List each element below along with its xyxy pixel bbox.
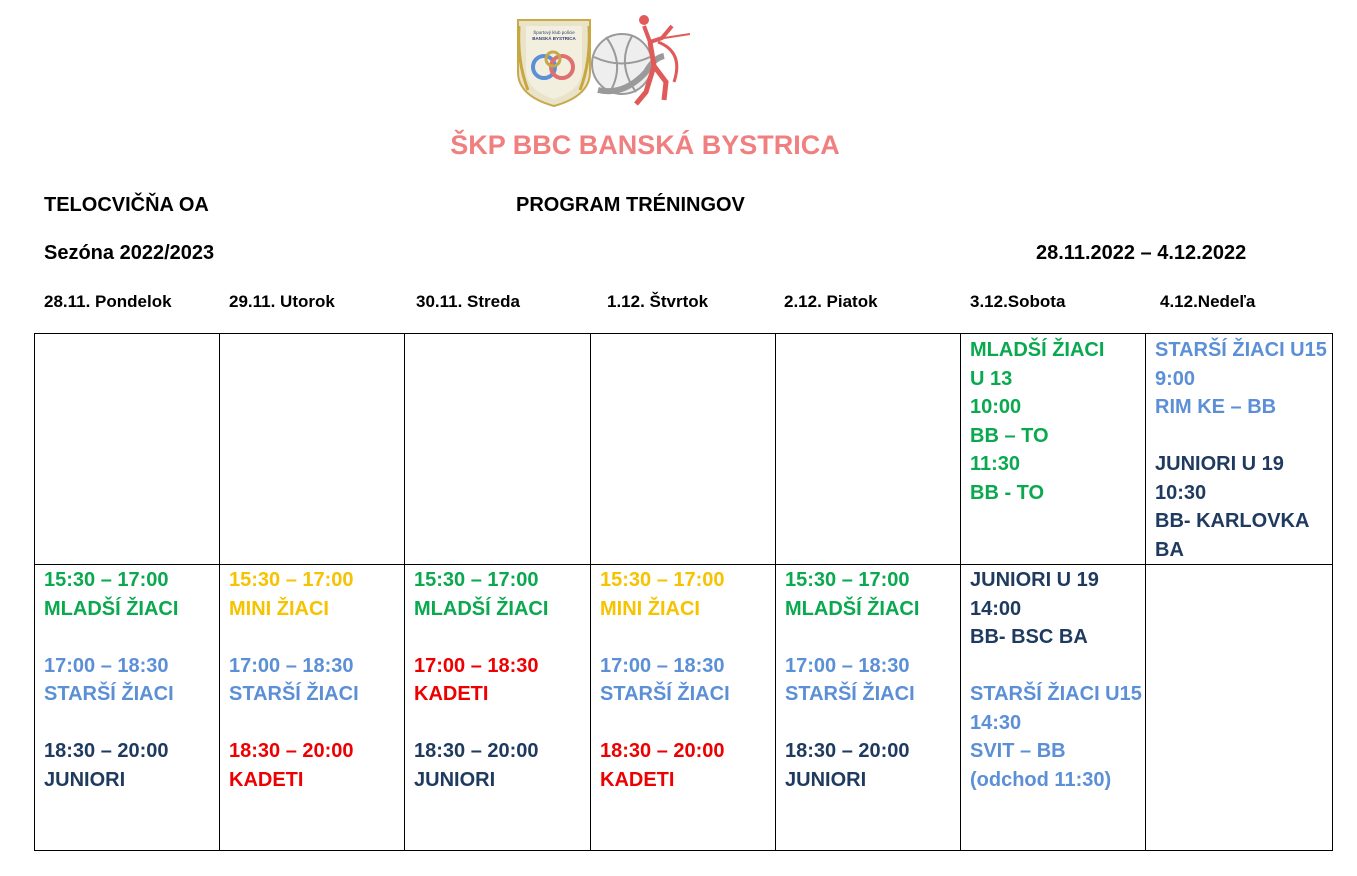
schedule-entry-line: (odchod 11:30) <box>970 768 1112 791</box>
schedule-entry-line: BB- BSC BA <box>970 626 1088 648</box>
day-header-saturday: 3.12.Sobota <box>970 292 1066 311</box>
schedule-entry-line: SVIT – BB <box>970 740 1066 762</box>
schedule-entry-line: MLADŠÍ ŽIACI <box>414 597 549 620</box>
schedule-entry-line <box>229 709 396 738</box>
schedule-entry-line: 10:00 <box>970 396 1022 418</box>
schedule-entry-line: MLADŠÍ ŽIACI <box>785 597 920 620</box>
venue-label: TELOCVIČŇA OA <box>44 194 209 216</box>
day-header-wednesday: 30.11. Streda <box>416 292 520 311</box>
schedule-entry-line <box>970 652 1137 681</box>
club-logo-graphic <box>514 12 694 108</box>
schedule-entry-line: 10:30 <box>1155 481 1207 504</box>
season-label: Sezóna 2022/2023 <box>44 242 215 264</box>
club-logos <box>514 12 694 108</box>
schedule-entry-line <box>785 709 952 738</box>
schedule-entry-line <box>600 623 767 652</box>
schedule-entry-line: 14:30 <box>970 711 1022 734</box>
schedule-entry-line: STARŠÍ ŽIACI U15 <box>970 683 1142 705</box>
schedule-row <box>35 565 1333 851</box>
schedule-row <box>35 334 1333 565</box>
schedule-entry-line <box>1155 422 1324 451</box>
schedule-cell-saturday <box>961 565 1146 851</box>
day-header-sunday: 4.12.Nedeľa <box>1160 292 1256 311</box>
schedule-entry-line: 15:30 – 17:00 <box>414 569 539 591</box>
schedule-entry-line: MLADŠÍ ŽIACI <box>44 597 179 620</box>
program-title: PROGRAM TRÉNINGOV <box>516 194 745 216</box>
day-header-monday: 28.11. Pondelok <box>44 292 172 311</box>
schedule-cell-wednesday <box>405 565 591 851</box>
svg-text:BANSKÁ BYSTRICA: BANSKÁ BYSTRICA <box>532 36 576 41</box>
schedule-entry-line <box>229 623 396 652</box>
schedule-entry-line: 15:30 – 17:00 <box>229 569 354 591</box>
schedule-entry-line: 15:30 – 17:00 <box>44 569 169 591</box>
schedule-entry-line: 17:00 – 18:30 <box>414 654 539 677</box>
schedule-entry-line: STARŠÍ ŽIACI <box>600 683 730 705</box>
schedule-entry-line: BB - TO <box>970 481 1045 504</box>
schedule-entry-line: 18:30 – 20:00 <box>44 740 169 762</box>
day-header-friday: 2.12. Piatok <box>784 292 878 311</box>
schedule-entry-line: BB- KARLOVKA <box>1155 510 1310 532</box>
schedule-cell-monday <box>35 565 220 851</box>
schedule-entry-line: STARŠÍ ŽIACI <box>785 683 915 705</box>
schedule-entry-line: KADETI <box>229 768 304 791</box>
schedule-entry-line: KADETI <box>600 768 675 791</box>
schedule-cell-sunday <box>1146 565 1333 851</box>
schedule-entry-line <box>414 623 582 652</box>
schedule-entry-line: MINI ŽIACI <box>600 597 700 620</box>
schedule-entry-line <box>785 623 952 652</box>
schedule-entry-line: 18:30 – 20:00 <box>600 740 725 762</box>
schedule-entry-line: 17:00 – 18:30 <box>229 654 354 677</box>
schedule-entry-line: 11:30 <box>970 453 1021 475</box>
schedule-entry-line: U 13 <box>970 367 1013 390</box>
schedule-cell-tuesday <box>220 565 405 851</box>
schedule-cell-tuesday <box>220 334 405 565</box>
schedule-entry-line: STARŠÍ ŽIACI U15 <box>1155 339 1327 361</box>
schedule-cell-thursday <box>591 565 776 851</box>
schedule-entry-line <box>414 709 582 738</box>
schedule-entry-line: STARŠÍ ŽIACI <box>229 683 359 705</box>
schedule-entry-line: BB – TO <box>970 424 1049 447</box>
schedule-entry-line: 17:00 – 18:30 <box>785 654 910 677</box>
schedule-entry-line: BA <box>1155 538 1184 561</box>
shield-caption: Športový klub polície <box>533 30 575 35</box>
club-title: ŠKP BBC BANSKÁ BYSTRICA <box>450 130 840 160</box>
schedule-entry-line: 14:00 <box>970 597 1022 620</box>
schedule-entry-line: 18:30 – 20:00 <box>785 740 910 762</box>
training-schedule-table <box>34 333 1333 851</box>
schedule-entry-line: STARŠÍ ŽIACI <box>44 683 174 705</box>
schedule-entry-line <box>600 709 767 738</box>
schedule-entry-line: JUNIORI <box>44 768 126 791</box>
day-header-thursday: 1.12. Štvrtok <box>607 292 709 311</box>
date-range: 28.11.2022 – 4.12.2022 <box>1036 242 1247 264</box>
schedule-cell-wednesday <box>405 334 591 565</box>
schedule-entry-line: 15:30 – 17:00 <box>600 569 725 591</box>
schedule-cell-thursday <box>591 334 776 565</box>
schedule-entry-line: JUNIORI U 19 <box>970 569 1099 591</box>
schedule-entry-line: RIM KE – BB <box>1155 396 1277 418</box>
schedule-entry-line: 18:30 – 20:00 <box>229 740 354 762</box>
schedule-entry-line: MINI ŽIACI <box>229 597 329 620</box>
schedule-entry-line <box>44 623 211 652</box>
schedule-cell-monday <box>35 334 220 565</box>
schedule-entry-line: JUNIORI U 19 <box>1155 453 1284 475</box>
schedule-cell-friday <box>776 334 961 565</box>
schedule-cell-sunday <box>1146 334 1333 565</box>
schedule-entry-line: 17:00 – 18:30 <box>600 654 725 677</box>
police-club-shield-logo <box>518 20 590 106</box>
schedule-entry-line: 15:30 – 17:00 <box>785 569 910 591</box>
basketball-player-logo <box>592 15 690 104</box>
schedule-entry-line: 9:00 <box>1155 367 1196 390</box>
day-header-tuesday: 29.11. Utorok <box>229 292 335 311</box>
schedule-entry-line <box>44 709 211 738</box>
schedule-entry-line: MLADŠÍ ŽIACI <box>970 339 1105 361</box>
schedule-entry-line: JUNIORI <box>414 768 496 791</box>
schedule-entry-line: KADETI <box>414 683 489 705</box>
schedule-entry-line: 17:00 – 18:30 <box>44 654 169 677</box>
schedule-cell-friday <box>776 565 961 851</box>
schedule-entry-line: JUNIORI <box>785 768 867 791</box>
schedule-cell-saturday <box>961 334 1146 565</box>
schedule-entry-line: 18:30 – 20:00 <box>414 740 539 762</box>
